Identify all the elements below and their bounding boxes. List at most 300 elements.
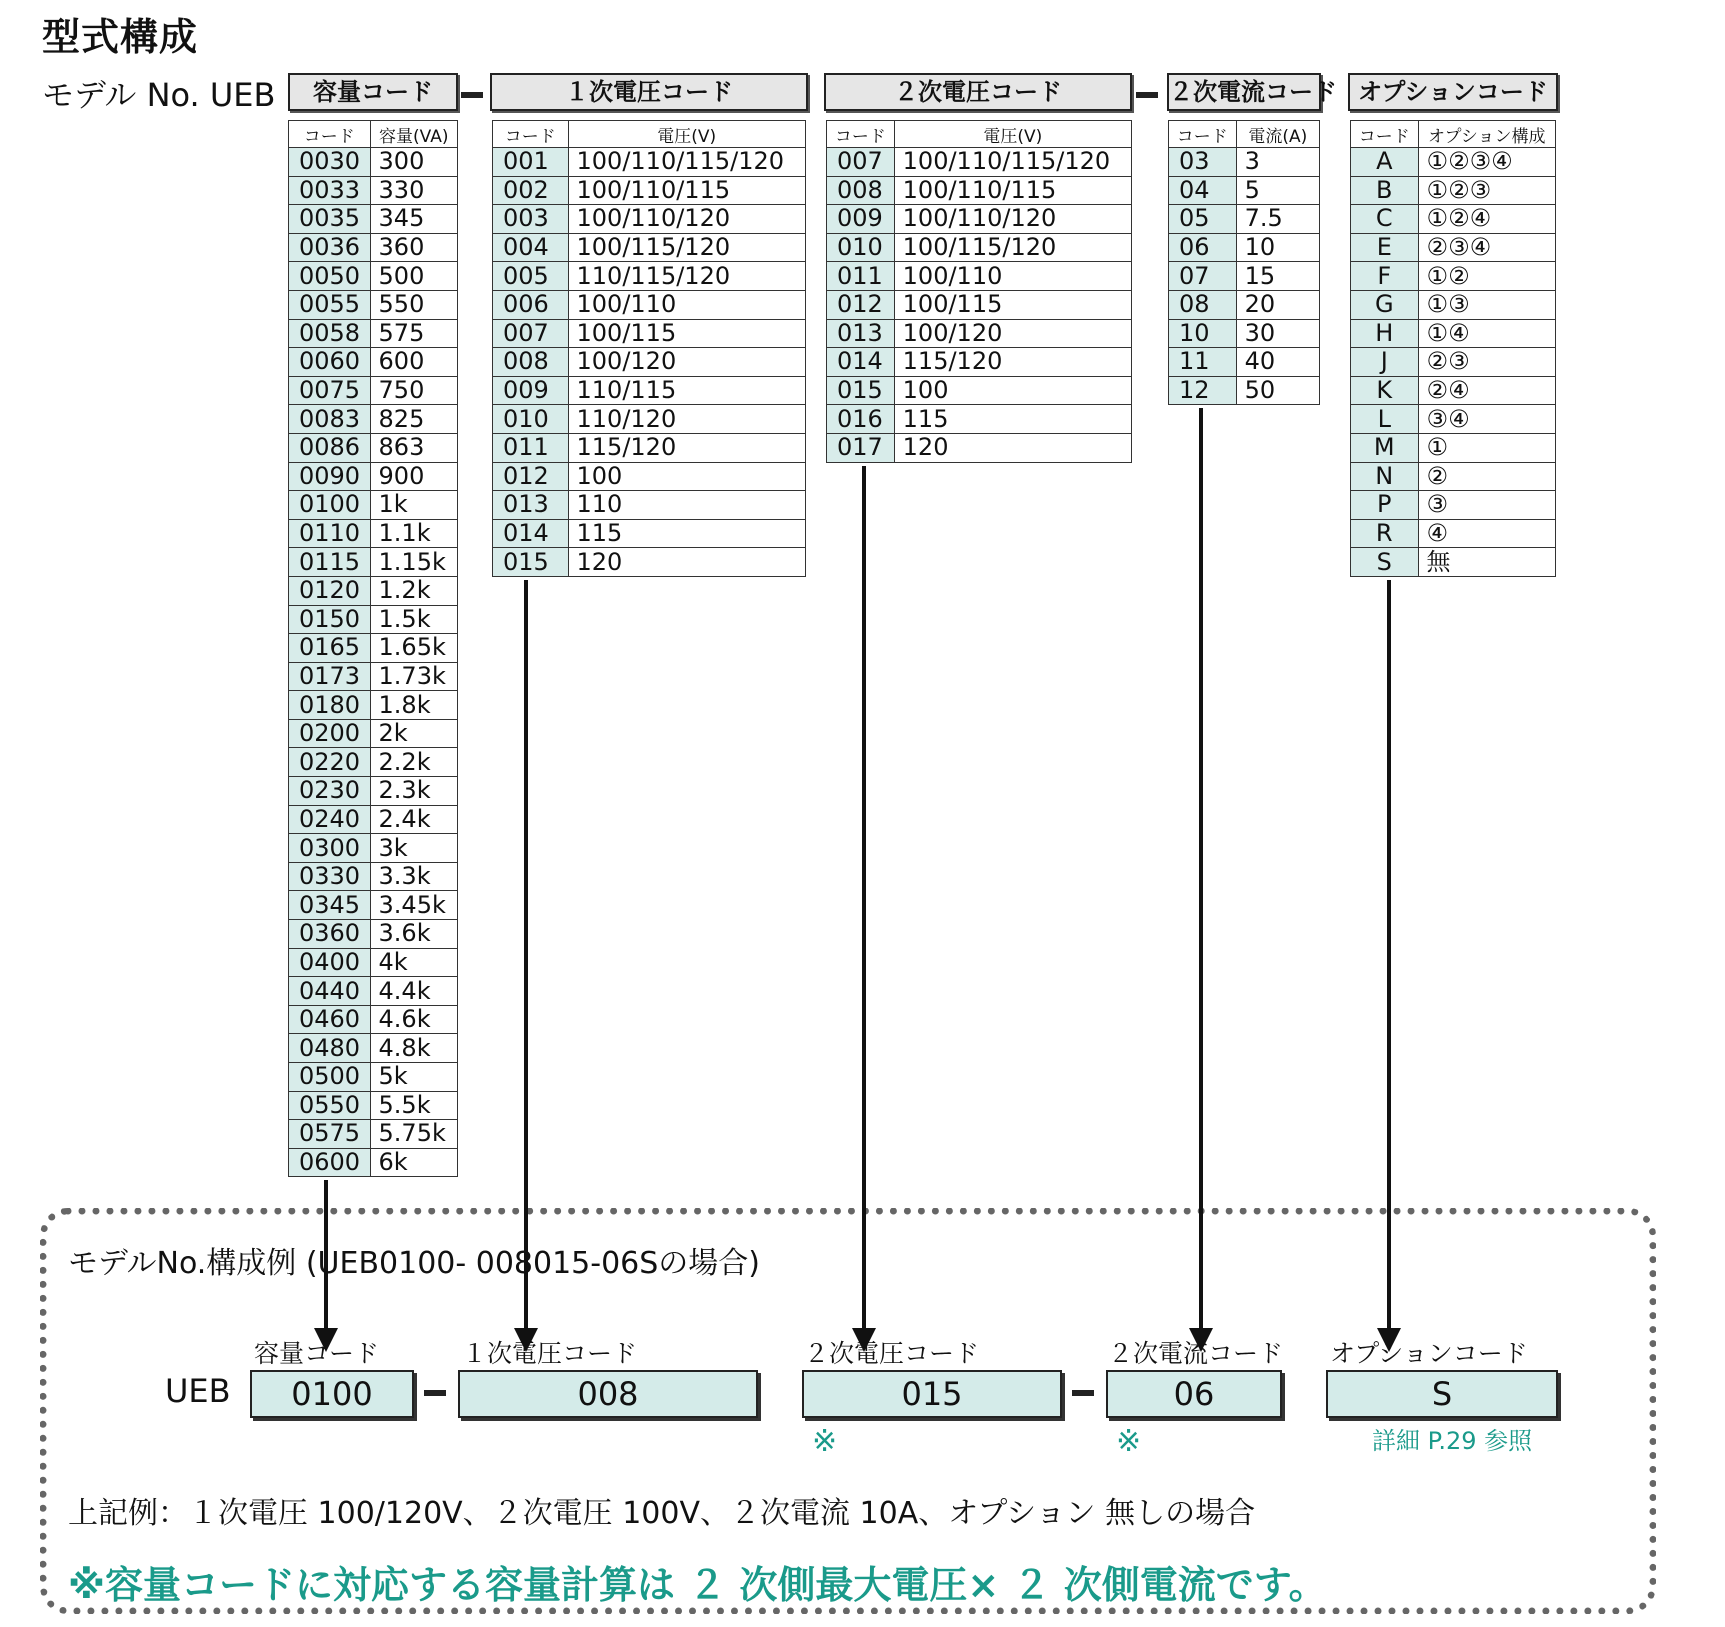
code-cell: 0240 <box>289 805 371 834</box>
table-row <box>289 462 458 491</box>
capacity-calculation-note: ※容量コードに対応する容量計算は ２ 次側最大電圧× ２ 次側電流です。 <box>68 1563 1327 1607</box>
table-row <box>493 548 806 577</box>
table-row <box>1169 376 1320 405</box>
table-row <box>1169 262 1320 291</box>
code-cell: 0220 <box>289 748 371 777</box>
code-cell: 0030 <box>289 148 371 177</box>
value-cell: 115 <box>894 405 1131 434</box>
example-label-secondary-current: ２次電流コード <box>1108 1339 1284 1368</box>
code-cell: 007 <box>827 148 895 177</box>
value-cell: 4.6k <box>370 1005 457 1034</box>
table-row <box>493 462 806 491</box>
value-cell: 110 <box>568 491 805 520</box>
table-row <box>289 605 458 634</box>
value-cell: ①③ <box>1418 290 1555 319</box>
table-row <box>289 576 458 605</box>
value-cell: 100/110/115/120 <box>568 148 805 177</box>
value-cell: 360 <box>370 233 457 262</box>
example-model-prefix: UEB <box>165 1372 231 1410</box>
table-row <box>827 348 1132 377</box>
table-row <box>827 376 1132 405</box>
table-row <box>1169 290 1320 319</box>
code-cell: 07 <box>1169 262 1237 291</box>
secondary-voltage-code-header: ２次電圧コード <box>824 73 1132 111</box>
code-cell: 009 <box>827 205 895 234</box>
value-cell: 15 <box>1236 262 1319 291</box>
example-label-secondary-voltage: ２次電圧コード <box>804 1339 980 1368</box>
code-cell: 0050 <box>289 262 371 291</box>
value-cell: ②③④ <box>1418 233 1555 262</box>
value-cell: 115/120 <box>894 348 1131 377</box>
code-cell: 011 <box>827 262 895 291</box>
value-cell: 110/120 <box>568 405 805 434</box>
table-row <box>289 262 458 291</box>
table-row <box>1351 548 1556 577</box>
column-header-voltage: 電圧(V) <box>894 121 1131 148</box>
secondary-current-code-header: ２次電流コード <box>1167 73 1321 111</box>
code-cell: 04 <box>1169 176 1237 205</box>
table-row <box>289 1005 458 1034</box>
table-row <box>1169 233 1320 262</box>
code-cell: G <box>1351 290 1419 319</box>
table-row <box>289 348 458 377</box>
table-row <box>493 319 806 348</box>
value-cell: 6k <box>370 1148 457 1177</box>
code-cell: 0300 <box>289 834 371 863</box>
value-cell: 3 <box>1236 148 1319 177</box>
code-cell: 001 <box>493 148 569 177</box>
code-cell: 0115 <box>289 548 371 577</box>
value-cell: 100/110/120 <box>894 205 1131 234</box>
value-cell: 40 <box>1236 348 1319 377</box>
example-option-code: S <box>1326 1370 1558 1418</box>
value-cell: ③ <box>1418 491 1555 520</box>
code-cell: 008 <box>493 348 569 377</box>
table-row <box>289 176 458 205</box>
code-cell: 11 <box>1169 348 1237 377</box>
value-cell: 5.75k <box>370 1120 457 1149</box>
model-number-label: モデル No. UEB <box>42 76 276 114</box>
option-connector-line <box>1387 580 1391 1330</box>
value-cell: 1.2k <box>370 576 457 605</box>
value-cell: 100/120 <box>894 319 1131 348</box>
code-cell: 0575 <box>289 1120 371 1149</box>
table-row <box>289 491 458 520</box>
example-secondary-voltage-code: 015 <box>802 1370 1062 1418</box>
value-cell: 100/110/115 <box>894 176 1131 205</box>
table-row <box>1351 262 1556 291</box>
value-cell: 無 <box>1418 548 1555 577</box>
code-cell: 012 <box>493 462 569 491</box>
value-cell: ①②④ <box>1418 205 1555 234</box>
value-cell: 120 <box>894 433 1131 462</box>
table-row <box>493 205 806 234</box>
value-cell: 4.4k <box>370 977 457 1006</box>
secondary-voltage-connector-line <box>862 466 866 1330</box>
value-cell: 115/120 <box>568 433 805 462</box>
value-cell: 30 <box>1236 319 1319 348</box>
value-cell: 100/110/115/120 <box>894 148 1131 177</box>
reference-mark-secondary-current: ※ <box>1116 1424 1142 1459</box>
code-cell: L <box>1351 405 1419 434</box>
table-row <box>289 1148 458 1177</box>
value-cell: 3.3k <box>370 862 457 891</box>
value-cell: 20 <box>1236 290 1319 319</box>
code-cell: 0035 <box>289 205 371 234</box>
value-cell: 863 <box>370 433 457 462</box>
code-cell: 0180 <box>289 691 371 720</box>
table-row <box>289 948 458 977</box>
code-cell: S <box>1351 548 1419 577</box>
value-cell: ① <box>1418 433 1555 462</box>
table-row <box>1169 348 1320 377</box>
separator-dash <box>1072 1390 1094 1396</box>
table-row <box>493 262 806 291</box>
table-row <box>827 233 1132 262</box>
column-header-voltage: 電圧(V) <box>568 121 805 148</box>
value-cell: 100 <box>894 376 1131 405</box>
code-cell: 016 <box>827 405 895 434</box>
table-row <box>827 319 1132 348</box>
code-cell: P <box>1351 491 1419 520</box>
code-cell: 08 <box>1169 290 1237 319</box>
value-cell: 115 <box>568 519 805 548</box>
code-cell: 0075 <box>289 376 371 405</box>
value-cell: 2k <box>370 719 457 748</box>
value-cell: ①②③ <box>1418 176 1555 205</box>
table-row <box>289 662 458 691</box>
value-cell: 750 <box>370 376 457 405</box>
table-row <box>1351 148 1556 177</box>
table-row <box>1169 319 1320 348</box>
code-cell: F <box>1351 262 1419 291</box>
table-row <box>1351 491 1556 520</box>
code-cell: A <box>1351 148 1419 177</box>
table-row <box>289 1091 458 1120</box>
table-row <box>289 891 458 920</box>
code-cell: 010 <box>827 233 895 262</box>
value-cell: 2.2k <box>370 748 457 777</box>
code-cell: 013 <box>493 491 569 520</box>
table-row <box>289 719 458 748</box>
code-cell: 10 <box>1169 319 1237 348</box>
option-code-header: オプションコード <box>1348 73 1558 111</box>
code-cell: R <box>1351 519 1419 548</box>
primary-voltage-code-header: １次電圧コード <box>490 73 808 111</box>
table-row <box>493 405 806 434</box>
value-cell: 110/115/120 <box>568 262 805 291</box>
code-cell: 002 <box>493 176 569 205</box>
table-row <box>1351 376 1556 405</box>
value-cell: 600 <box>370 348 457 377</box>
value-cell: 10 <box>1236 233 1319 262</box>
value-cell: 100/110 <box>894 262 1131 291</box>
table-row <box>289 319 458 348</box>
detail-page-reference: 詳細 P.29 参照 <box>1372 1427 1533 1455</box>
table-row <box>1351 290 1556 319</box>
secondary-current-code-table <box>1168 120 1320 405</box>
value-cell: 330 <box>370 176 457 205</box>
table-row <box>289 834 458 863</box>
table-row <box>289 691 458 720</box>
code-cell: 0440 <box>289 977 371 1006</box>
value-cell: 575 <box>370 319 457 348</box>
code-cell: B <box>1351 176 1419 205</box>
value-cell: 1.15k <box>370 548 457 577</box>
code-cell: 015 <box>827 376 895 405</box>
column-header-capacity: 容量(VA) <box>370 121 457 148</box>
code-cell: 015 <box>493 548 569 577</box>
table-row <box>1169 148 1320 177</box>
capacity-code-header: 容量コード <box>288 73 458 111</box>
column-header-current: 電流(A) <box>1236 121 1319 148</box>
value-cell: 3.45k <box>370 891 457 920</box>
table-row <box>827 405 1132 434</box>
value-cell: 100/115/120 <box>568 233 805 262</box>
table-row <box>289 433 458 462</box>
value-cell: ④ <box>1418 519 1555 548</box>
value-cell: 1.8k <box>370 691 457 720</box>
table-row <box>289 862 458 891</box>
code-cell: 0360 <box>289 920 371 949</box>
example-secondary-current-code: 06 <box>1106 1370 1282 1418</box>
value-cell: 50 <box>1236 376 1319 405</box>
table-row <box>493 376 806 405</box>
column-header-code: コード <box>827 121 895 148</box>
code-cell: 008 <box>827 176 895 205</box>
code-cell: 0480 <box>289 1034 371 1063</box>
value-cell: 100/115 <box>894 290 1131 319</box>
value-cell: 550 <box>370 290 457 319</box>
value-cell: 100/110 <box>568 290 805 319</box>
table-row <box>493 491 806 520</box>
value-cell: 110/115 <box>568 376 805 405</box>
code-cell: 009 <box>493 376 569 405</box>
value-cell: 2.4k <box>370 805 457 834</box>
value-cell: 100/115 <box>568 319 805 348</box>
value-cell: 300 <box>370 148 457 177</box>
code-cell: 0460 <box>289 1005 371 1034</box>
table-row <box>289 376 458 405</box>
example-label-primary-voltage: １次電圧コード <box>462 1339 638 1368</box>
value-cell: 500 <box>370 262 457 291</box>
value-cell: 3.6k <box>370 920 457 949</box>
code-cell: 014 <box>827 348 895 377</box>
code-cell: 012 <box>827 290 895 319</box>
table-row <box>289 148 458 177</box>
table-row <box>1351 433 1556 462</box>
value-cell: 825 <box>370 405 457 434</box>
value-cell: 7.5 <box>1236 205 1319 234</box>
value-cell: ②③ <box>1418 348 1555 377</box>
column-header-code: コード <box>1169 121 1237 148</box>
value-cell: 1.5k <box>370 605 457 634</box>
value-cell: 100/110/120 <box>568 205 805 234</box>
value-cell: 4k <box>370 948 457 977</box>
table-row <box>827 176 1132 205</box>
table-row <box>827 205 1132 234</box>
example-capacity-code: 0100 <box>250 1370 414 1418</box>
column-header-code: コード <box>1351 121 1419 148</box>
code-cell: 0086 <box>289 433 371 462</box>
separator-dash <box>461 92 483 98</box>
code-cell: 0230 <box>289 777 371 806</box>
code-cell: 014 <box>493 519 569 548</box>
value-cell: ①② <box>1418 262 1555 291</box>
code-cell: 0055 <box>289 290 371 319</box>
table-row <box>827 433 1132 462</box>
column-header-option: オプション構成 <box>1418 121 1555 148</box>
code-cell: 0200 <box>289 719 371 748</box>
code-cell: 0550 <box>289 1091 371 1120</box>
code-cell: 0173 <box>289 662 371 691</box>
code-cell: 0110 <box>289 519 371 548</box>
table-row <box>493 433 806 462</box>
value-cell: 120 <box>568 548 805 577</box>
code-cell: M <box>1351 433 1419 462</box>
table-row <box>289 405 458 434</box>
table-row <box>289 1034 458 1063</box>
value-cell: 1.73k <box>370 662 457 691</box>
secondary-current-connector-line <box>1199 408 1203 1330</box>
code-cell: 007 <box>493 319 569 348</box>
code-cell: 0600 <box>289 1148 371 1177</box>
code-cell: C <box>1351 205 1419 234</box>
page-title: 型式構成 <box>42 15 199 59</box>
table-row <box>827 290 1132 319</box>
code-cell: 0150 <box>289 605 371 634</box>
code-cell: 004 <box>493 233 569 262</box>
table-row <box>1351 319 1556 348</box>
capacity-code-table <box>288 120 458 1177</box>
value-cell: 100/110/115 <box>568 176 805 205</box>
value-cell: 1k <box>370 491 457 520</box>
code-cell: 006 <box>493 290 569 319</box>
code-cell: 0120 <box>289 576 371 605</box>
value-cell: 4.8k <box>370 1034 457 1063</box>
table-row <box>289 1063 458 1092</box>
column-header-code: コード <box>493 121 569 148</box>
value-cell: 900 <box>370 462 457 491</box>
separator-dash <box>424 1390 446 1396</box>
table-row <box>289 805 458 834</box>
value-cell: 5 <box>1236 176 1319 205</box>
value-cell: ①②③④ <box>1418 148 1555 177</box>
value-cell: 5.5k <box>370 1091 457 1120</box>
table-row <box>289 205 458 234</box>
table-row <box>493 290 806 319</box>
code-cell: N <box>1351 462 1419 491</box>
code-cell: 010 <box>493 405 569 434</box>
code-cell: 0060 <box>289 348 371 377</box>
primary-voltage-code-table <box>492 120 806 577</box>
code-cell: 0345 <box>289 891 371 920</box>
separator-dash <box>1136 92 1158 98</box>
value-cell: 1.1k <box>370 519 457 548</box>
example-title: モデルNo.構成例 (UEB0100- 008015-06Sの場合) <box>68 1246 761 1281</box>
example-label-capacity: 容量コード <box>254 1339 380 1368</box>
table-row <box>289 519 458 548</box>
code-cell: 03 <box>1169 148 1237 177</box>
value-cell: 100/120 <box>568 348 805 377</box>
code-cell: 0090 <box>289 462 371 491</box>
code-cell: 003 <box>493 205 569 234</box>
table-row <box>1351 462 1556 491</box>
value-cell: 2.3k <box>370 777 457 806</box>
table-row <box>289 233 458 262</box>
value-cell: ② <box>1418 462 1555 491</box>
table-row <box>289 977 458 1006</box>
table-row <box>1169 176 1320 205</box>
option-code-table <box>1350 120 1556 577</box>
code-cell: 0033 <box>289 176 371 205</box>
code-cell: 06 <box>1169 233 1237 262</box>
table-row <box>289 548 458 577</box>
value-cell: 1.65k <box>370 634 457 663</box>
table-row <box>289 748 458 777</box>
table-row <box>289 1120 458 1149</box>
table-row <box>289 920 458 949</box>
table-row <box>827 148 1132 177</box>
code-cell: H <box>1351 319 1419 348</box>
code-cell: 0165 <box>289 634 371 663</box>
code-cell: 12 <box>1169 376 1237 405</box>
code-cell: 0500 <box>289 1063 371 1092</box>
code-cell: K <box>1351 376 1419 405</box>
code-cell: 005 <box>493 262 569 291</box>
table-row <box>1169 205 1320 234</box>
code-cell: J <box>1351 348 1419 377</box>
table-row <box>493 176 806 205</box>
table-row <box>1351 405 1556 434</box>
code-cell: 011 <box>493 433 569 462</box>
example-label-option: オプションコード <box>1330 1339 1528 1368</box>
table-row <box>1351 348 1556 377</box>
code-cell: 0330 <box>289 862 371 891</box>
table-row <box>493 148 806 177</box>
column-header-code: コード <box>289 121 371 148</box>
value-cell: 3k <box>370 834 457 863</box>
table-row <box>827 262 1132 291</box>
code-cell: 0036 <box>289 233 371 262</box>
value-cell: ①④ <box>1418 319 1555 348</box>
table-row <box>1351 233 1556 262</box>
value-cell: 5k <box>370 1063 457 1092</box>
code-cell: E <box>1351 233 1419 262</box>
table-row <box>1351 176 1556 205</box>
table-row <box>1351 205 1556 234</box>
value-cell: 100 <box>568 462 805 491</box>
value-cell: ②④ <box>1418 376 1555 405</box>
code-cell: 0400 <box>289 948 371 977</box>
secondary-voltage-code-table <box>826 120 1132 463</box>
code-cell: 05 <box>1169 205 1237 234</box>
example-description: 上記例：１次電圧 100/120V、２次電圧 100V、２次電流 10A、オプション 無しの場合 <box>68 1496 1256 1531</box>
code-cell: 013 <box>827 319 895 348</box>
reference-mark-secondary-voltage: ※ <box>812 1424 838 1459</box>
example-primary-voltage-code: 008 <box>458 1370 758 1418</box>
code-cell: 017 <box>827 433 895 462</box>
code-cell: 0100 <box>289 491 371 520</box>
table-row <box>289 634 458 663</box>
table-row <box>289 777 458 806</box>
table-row <box>1351 519 1556 548</box>
table-row <box>493 519 806 548</box>
table-row <box>493 233 806 262</box>
value-cell: ③④ <box>1418 405 1555 434</box>
value-cell: 100/115/120 <box>894 233 1131 262</box>
primary-voltage-connector-line <box>524 580 528 1330</box>
